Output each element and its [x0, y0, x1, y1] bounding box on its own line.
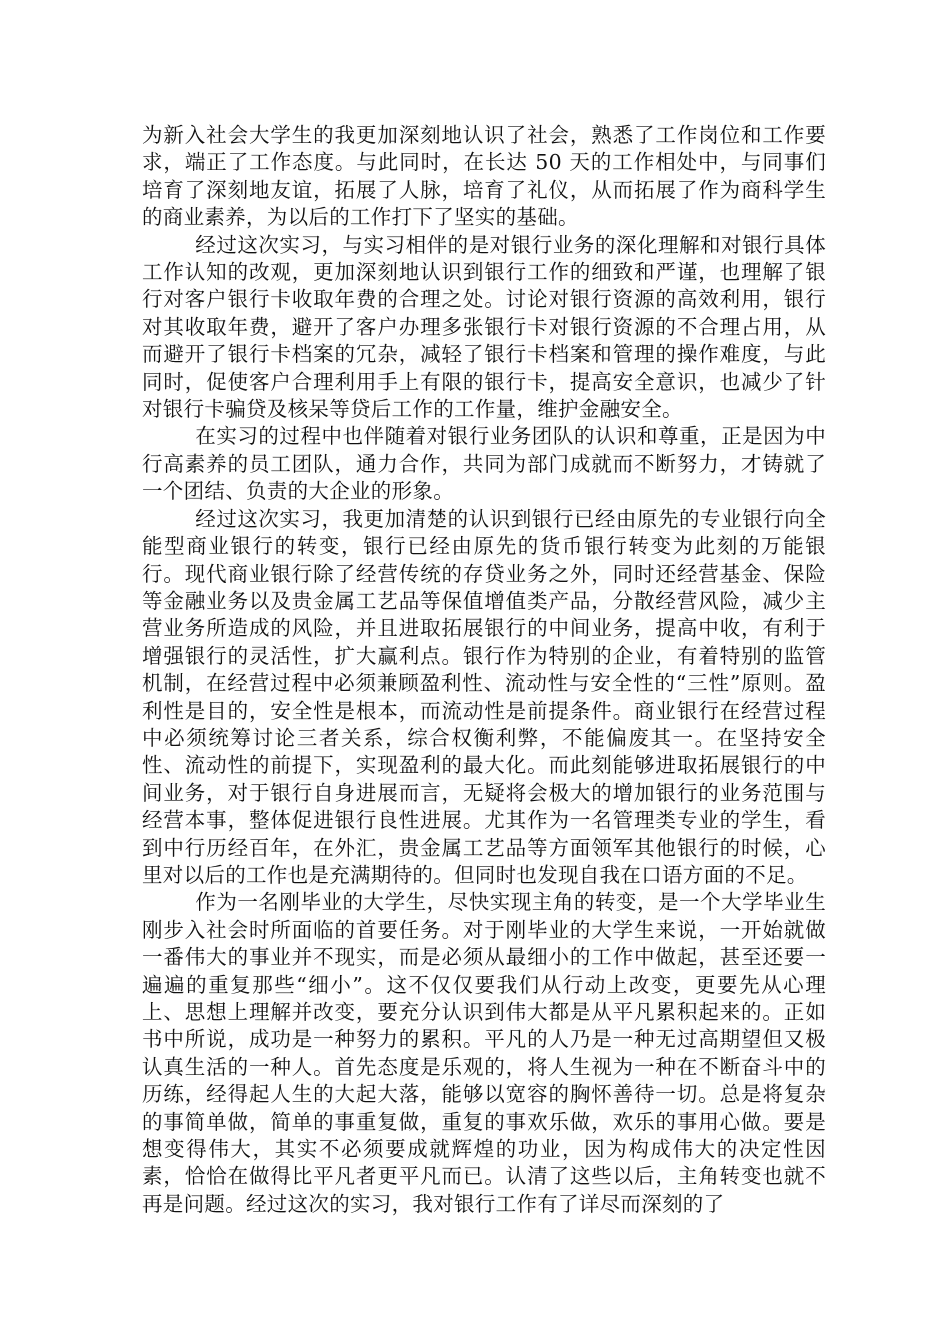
- paragraph: 经过这次实习，与实习相伴的是对银行业务的深化理解和对银行具体工作认知的改观，更加深刻地认识到银行工作的细致和严谨，也理解了银行对客户银行卡收取年费的合理之处。讨论对银行资源的高效利用，银行对其收取年费，避开了客户办理多张银行卡对银行资源的不合理占用，从而避开了银行卡档案的冗杂，减轻了银行卡档案和管理的操作难度，与此同时，促使客户合理利用手上有限的银行卡，提高安全意识，也减少了针对银行卡骗贷及核呆等贷后工作的工作量，维护金融安全。: [142, 232, 826, 422]
- paragraph: 在实习的过程中也伴随着对银行业务团队的认识和尊重，正是因为中行高素养的员工团队，通力合作，共同为部门成就而不断努力，才铸就了一个团结、负责的大企业的形象。: [142, 424, 826, 504]
- paragraph: 为新入社会大学生的我更加深刻地认识了社会，熟悉了工作岗位和工作要求，端正了工作态度。与此同时，在长达 50 天的工作相处中，与同事们培育了深刻地友谊，拓展了人脉，培育了礼仪，从而拓展了作为商科学生的商业素养，为以后的工作打下了坚实的基础。: [142, 123, 826, 230]
- paragraph: 经过这次实习，我更加清楚的认识到银行已经由原先的专业银行向全能型商业银行的转变，银行已经由原先的货币银行转变为此刻的万能银行。现代商业银行除了经营传统的存贷业务之外，同时还经营基金、保险等金融业务以及贵金属工艺品等保值增值类产品，分散经营风险，减少主营业务所造成的风险，并且进取拓展银行的中间业务，提高中收，有利于增强银行的灵活性，扩大赢利点。银行作为特别的企业，有着特别的监管机制，在经营过程中必须兼顾盈利性、流动性与安全性的“三性”原则。盈利性是目的，安全性是根本，而流动性是前提条件。商业银行在经营过程中必须统筹讨论三者关系，综合权衡利弊，不能偏废其一。在坚持安全性、流动性的前提下，实现盈利的最大化。而此刻能够进取拓展银行的中间业务，对于银行自身进展而言，无疑将会极大的增加银行的业务范围与经营本事，整体促进银行良性进展。尤其作为一名管理类专业的学生，看到中行历经百年，在外汇，贵金属工艺品等方面领军其他银行的时候，心里对以后的工作也是充满期待的。但同时也发现自我在口语方面的不足。: [142, 506, 826, 887]
- document-body: [142, 122, 826, 1218]
- paragraph: 作为一名刚毕业的大学生，尽快实现主角的转变，是一个大学毕业生刚步入社会时所面临的首要任务。对于刚毕业的大学生来说，一开始就做一番伟大的事业并不现实，而是必须从最细小的工作中做起，甚至还要一遍遍的重复那些“细小”。这不仅仅要我们从行动上改变，更要先从心理上、思想上理解并改变，要充分认识到伟大都是从平凡累积起来的。正如书中所说，成功是一种努力的累积。平凡的人乃是一种无过高期望但又极认真生活的一种人。首先态度是乐观的，将人生视为一种在不断奋斗中的历练，经得起人生的大起大落，能够以宽容的胸怀善待一切。总是将复杂的事简单做，简单的事重复做，重复的事欢乐做，欢乐的事用心做。要是想变得伟大，其实不必须要成就辉煌的功业，因为构成伟大的决定性因素，恰恰在做得比平凡者更平凡而已。认清了这些以后，主角转变也就不再是问题。经过这次的实习，我对银行工作有了详尽而深刻的了: [142, 890, 826, 1216]
